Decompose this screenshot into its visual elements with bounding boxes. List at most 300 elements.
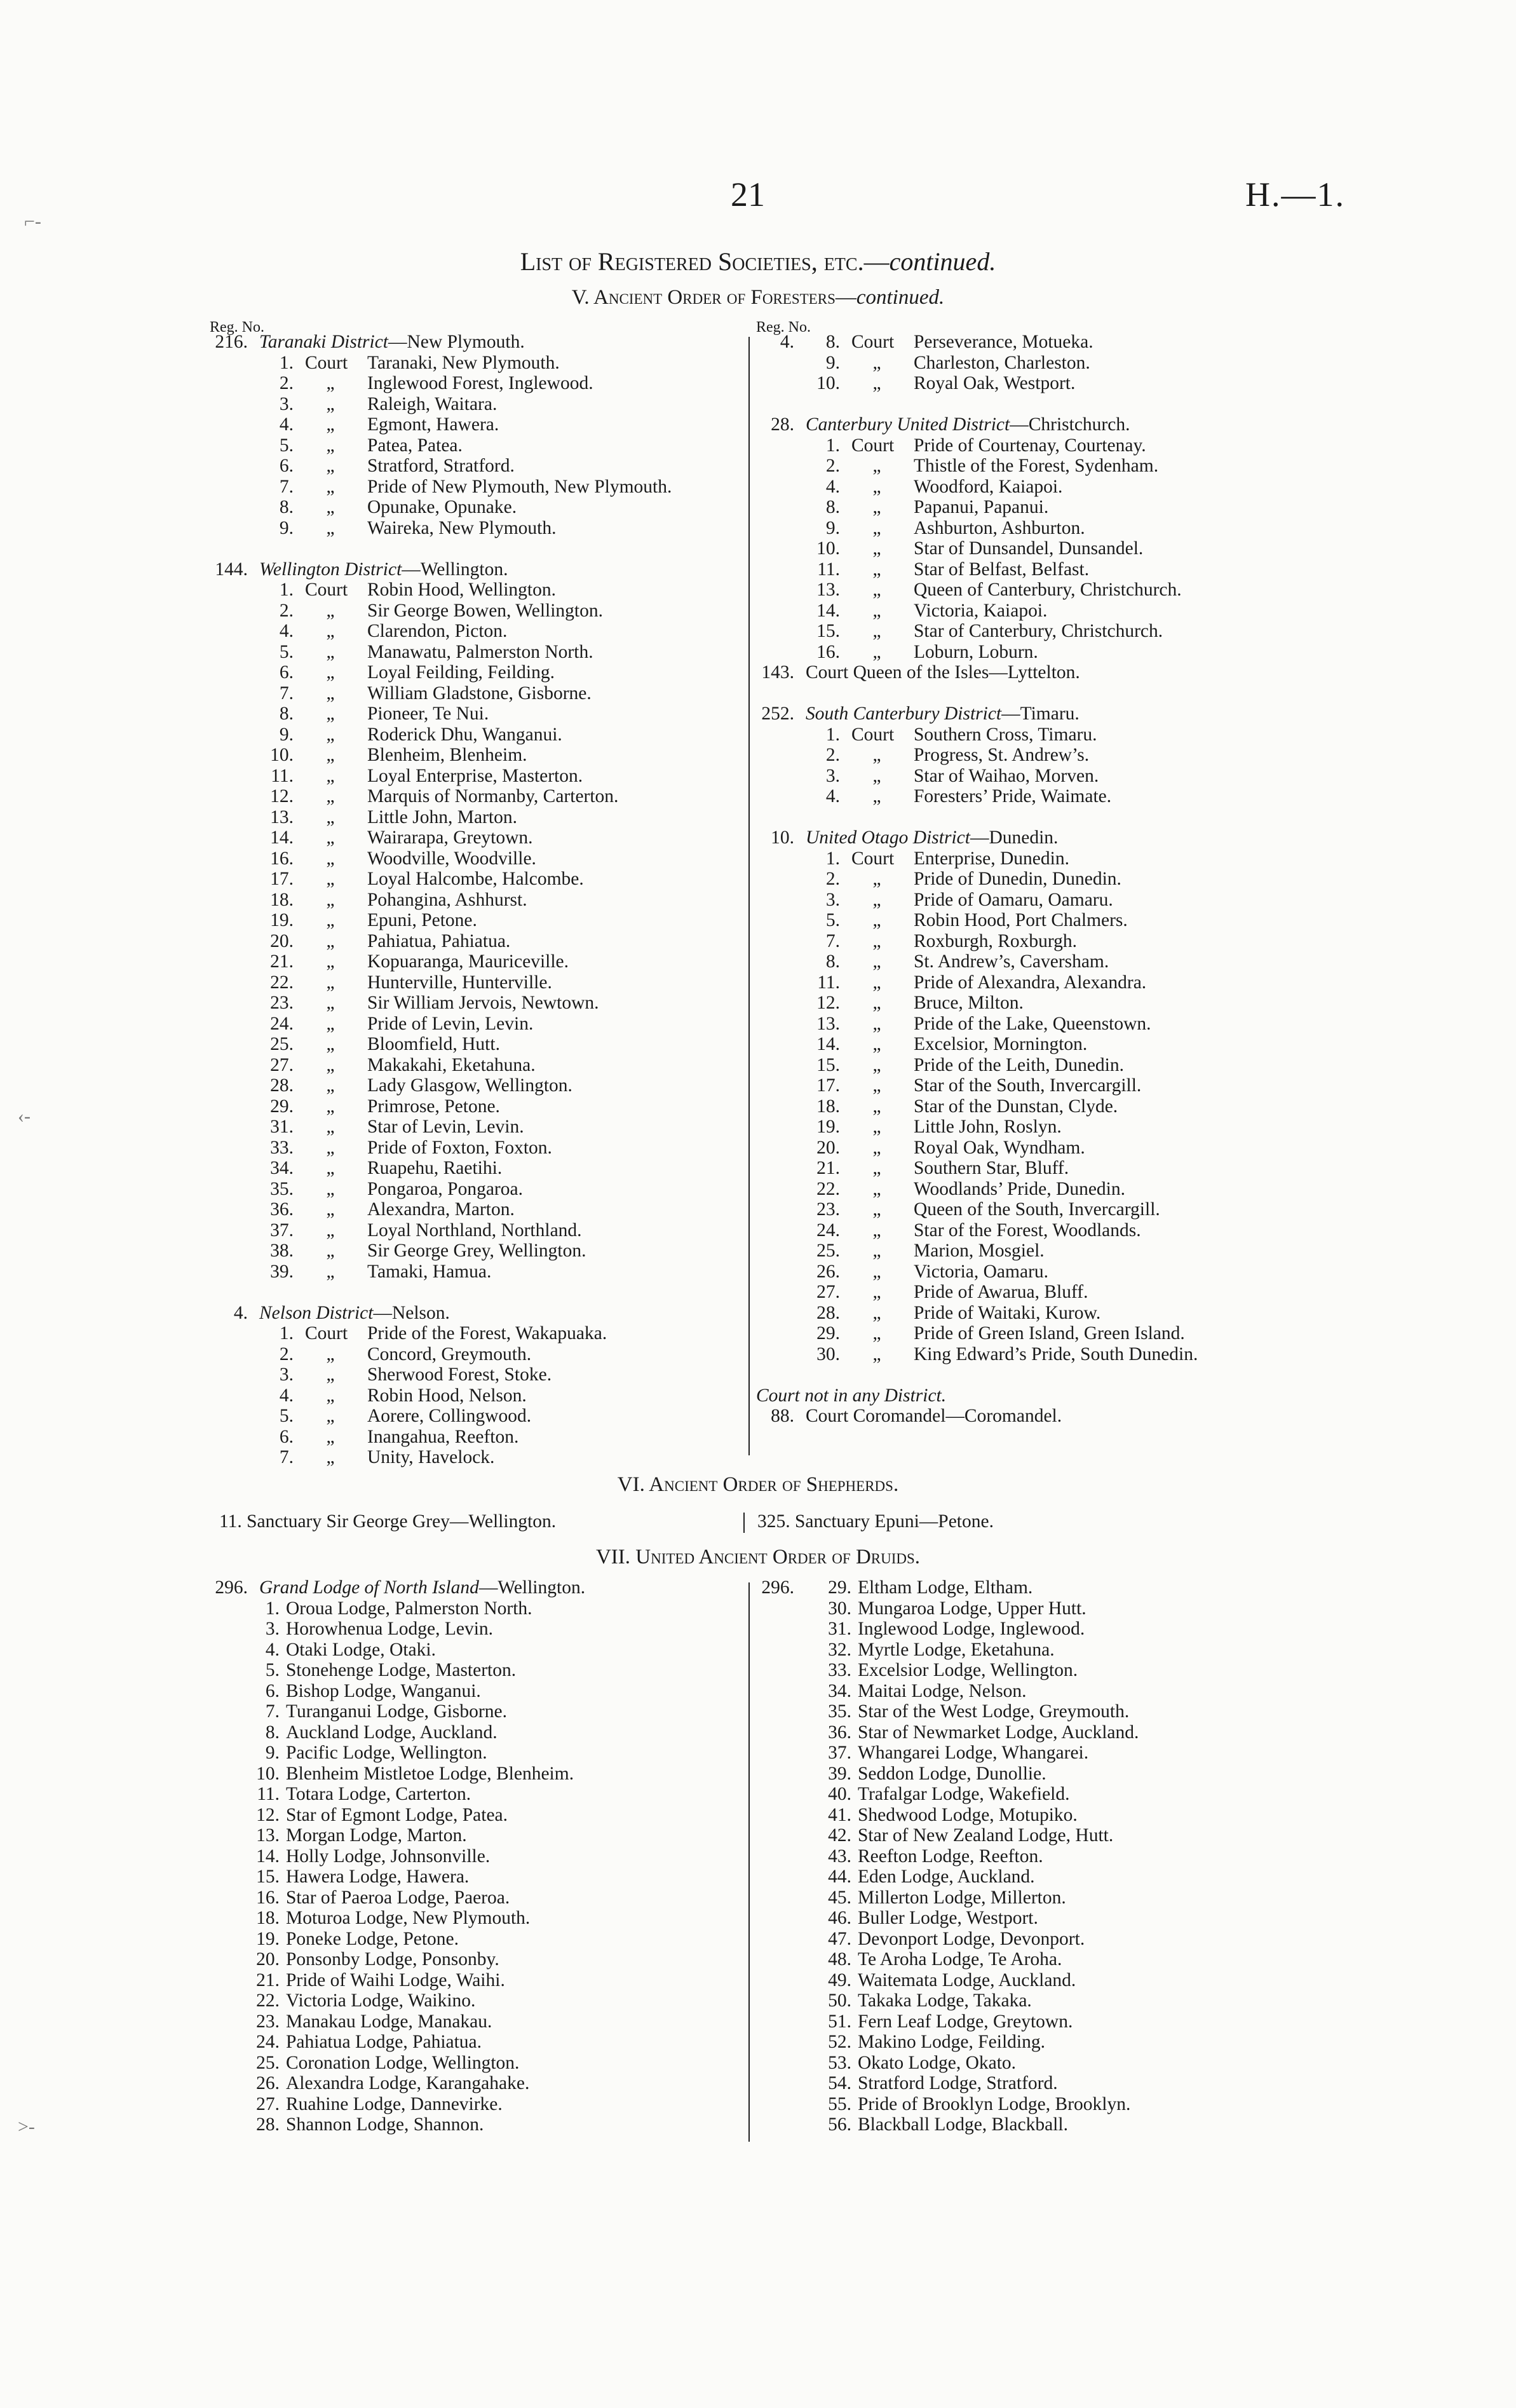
ditto-mark: „: [326, 889, 335, 910]
no-district-text: Court not in any District.: [756, 1385, 947, 1406]
item-number: 1.: [825, 848, 840, 869]
lodge-item: [210, 1701, 743, 1722]
list-item: [210, 601, 743, 622]
item-number: 8.: [825, 497, 840, 517]
ditto-mark: „: [872, 993, 881, 1013]
order-6-heading: VI. Ancient Order of Shepherds.: [617, 1473, 899, 1496]
item-number: 13.: [816, 1013, 840, 1034]
item-text: Alexandra, Marton.: [367, 1199, 515, 1220]
ditto-mark: „: [872, 456, 881, 476]
list-item: [210, 931, 743, 952]
item-text: Woodville, Woodville.: [367, 848, 536, 869]
item-number: 17.: [816, 1075, 840, 1096]
item-text: Perseverance, Motueka.: [914, 332, 1093, 352]
item-text: Fern Leaf Lodge, Greytown.: [858, 2011, 1073, 2032]
item-number: 29.: [828, 1577, 851, 1598]
item-number: 2.: [279, 1343, 294, 1364]
item-text: Waitemata Lodge, Auckland.: [858, 1969, 1076, 1990]
item-text: Excelsior, Mornington.: [914, 1034, 1088, 1054]
district-heading: [806, 827, 1058, 848]
ditto-mark: „: [872, 1137, 881, 1158]
list-item: [756, 1055, 1315, 1076]
list-item: [210, 1344, 743, 1365]
item-number: 7.: [265, 1701, 280, 1722]
item-number: 19.: [816, 1117, 840, 1137]
item-text: Pride of Oamaru, Oamaru.: [914, 889, 1113, 910]
list-item: [210, 497, 743, 518]
item-number: 14.: [816, 1034, 840, 1054]
spacer: [756, 1364, 1315, 1385]
item-text: Star of Belfast, Belfast.: [914, 559, 1090, 580]
list-item: [210, 1406, 743, 1427]
ditto-mark: „: [872, 352, 881, 373]
list-item: [210, 869, 743, 890]
order-5-heading-continued: continued.: [856, 286, 945, 309]
list-item: [210, 414, 743, 435]
item-number: 27.: [270, 1054, 294, 1075]
lodge-item: [756, 1598, 1315, 1619]
item-text: Southern Cross, Timaru.: [914, 724, 1097, 745]
item-text: Egmont, Hawera.: [367, 414, 499, 435]
item-text: Hunterville, Hunterville.: [367, 972, 552, 993]
list-item: [210, 683, 743, 704]
lodge-item: [210, 1867, 743, 1888]
item-number: 7.: [279, 1447, 294, 1467]
ditto-mark: „: [326, 930, 335, 951]
order-5-heading: [0, 286, 1516, 310]
list-item: [210, 477, 743, 498]
item-number: 20.: [270, 930, 294, 951]
list-item: [756, 1385, 1315, 1406]
item-text: Court Queen of the Isles—Lyttelton.: [806, 662, 1080, 683]
ditto-mark: „: [872, 1199, 881, 1220]
reg-number: 216.: [215, 332, 248, 352]
ditto-mark: „: [872, 1282, 881, 1302]
list-item: [210, 353, 743, 374]
item-text: Oroua Lodge, Palmerston North.: [286, 1598, 532, 1619]
list-item: [756, 332, 1315, 353]
district-place: —Dunedin.: [970, 827, 1059, 848]
item-number: 18.: [256, 1908, 280, 1928]
ditto-mark: „: [326, 1178, 335, 1199]
list-item: [756, 890, 1315, 911]
list-item: [756, 1179, 1315, 1200]
order-5-heading-text: V. Ancient Order of Foresters—: [571, 286, 856, 309]
ditto-mark: „: [326, 373, 335, 393]
district-row: [756, 414, 1315, 435]
item-text: Makino Lodge, Feilding.: [858, 2032, 1045, 2052]
list-item: [756, 1138, 1315, 1159]
list-item: [210, 1138, 743, 1159]
lodge-item: [756, 2094, 1315, 2115]
ditto-mark: „: [326, 1199, 335, 1220]
item-number: 28.: [270, 1075, 294, 1096]
list-item: [756, 662, 1315, 683]
item-text: Hawera Lodge, Hawera.: [286, 1867, 470, 1887]
druids-divider: [748, 1582, 750, 2142]
spacer: [210, 1282, 743, 1303]
ditto-mark: „: [326, 1013, 335, 1034]
ditto-mark: „: [326, 600, 335, 621]
lodge-item: [210, 1722, 743, 1743]
item-text: Bloomfield, Hutt.: [367, 1034, 500, 1054]
item-number: 3.: [279, 393, 294, 414]
item-text: Marion, Mosgiel.: [914, 1241, 1045, 1261]
list-item: [756, 456, 1315, 477]
ditto-mark: „: [872, 930, 881, 951]
item-number: 6.: [279, 1426, 294, 1447]
item-text: Star of the South, Invercargill.: [914, 1075, 1142, 1096]
reg-number: 144.: [215, 559, 248, 580]
ditto-mark: „: [326, 517, 335, 538]
item-number: 38.: [270, 1241, 294, 1261]
item-number: 17.: [270, 869, 294, 889]
district-place: —Timaru.: [1001, 704, 1079, 724]
item-text: Kopuaranga, Mauriceville.: [367, 951, 569, 972]
list-item: [756, 1075, 1315, 1096]
item-number: 13.: [270, 806, 294, 827]
ditto-mark: „: [326, 435, 335, 456]
item-text: Robin Hood, Nelson.: [367, 1385, 527, 1406]
spacer: [756, 683, 1315, 704]
ditto-mark: „: [872, 786, 881, 806]
ditto-mark: „: [872, 765, 881, 786]
list-item: [210, 1323, 743, 1344]
item-number: 25.: [256, 2052, 280, 2073]
item-text: Mungaroa Lodge, Upper Hutt.: [858, 1598, 1086, 1619]
page-title: [0, 247, 1516, 276]
item-number: 13.: [816, 580, 840, 600]
item-number: 41.: [828, 1804, 851, 1825]
item-text: Pride of the Leith, Dunedin.: [914, 1054, 1124, 1075]
district-name: Taranaki District: [259, 332, 388, 352]
list-item: [756, 1282, 1315, 1303]
list-item: [756, 1241, 1315, 1262]
item-number: 45.: [828, 1887, 851, 1908]
scan-mark-3: >-: [18, 2116, 35, 2137]
ditto-mark: „: [872, 1241, 881, 1261]
lodge-item: [210, 1681, 743, 1702]
ditto-mark: „: [326, 683, 335, 704]
list-item: [756, 1406, 1315, 1427]
item-number: 16.: [256, 1887, 280, 1908]
item-text: Maitai Lodge, Nelson.: [858, 1680, 1027, 1701]
item-text: Coronation Lodge, Wellington.: [286, 2052, 520, 2073]
lodge-item: [756, 2073, 1315, 2094]
item-text: Star of New Zealand Lodge, Hutt.: [858, 1825, 1114, 1846]
druids-right-column: [756, 1577, 1315, 2135]
item-number: 14.: [270, 827, 294, 848]
ditto-mark: „: [326, 972, 335, 993]
list-item: [210, 1158, 743, 1179]
lodge-item: [756, 2053, 1315, 2074]
reg-number: 296.: [215, 1577, 248, 1598]
item-number: 21.: [256, 1969, 280, 1990]
item-text: Star of Dunsandel, Dunsandel.: [914, 538, 1144, 559]
item-text: Inglewood Forest, Inglewood.: [367, 373, 593, 393]
list-item: [210, 951, 743, 972]
list-item: [210, 807, 743, 828]
list-item: [756, 724, 1315, 745]
list-item: [756, 538, 1315, 559]
item-number: 11.: [271, 765, 294, 786]
item-text: Otaki Lodge, Otaki.: [286, 1639, 436, 1660]
item-text: Pride of Waitaki, Kurow.: [914, 1302, 1101, 1323]
item-number: 44.: [828, 1867, 851, 1887]
lodge-item: [210, 1640, 743, 1661]
item-number: 8.: [825, 332, 840, 352]
item-number: 3.: [825, 889, 840, 910]
scan-mark-2: ‹-: [18, 1106, 30, 1127]
item-number: 18.: [816, 1096, 840, 1117]
list-item: [210, 518, 743, 539]
document-reference: H.—1.: [1245, 175, 1345, 214]
item-text: Primrose, Petone.: [367, 1096, 500, 1117]
ditto-mark: „: [326, 1364, 335, 1385]
item-number: 10.: [256, 1763, 280, 1784]
ditto-mark: „: [326, 1426, 335, 1447]
list-item: [756, 621, 1315, 642]
item-number: 31.: [828, 1619, 851, 1639]
list-item: [756, 1034, 1315, 1055]
list-item: [756, 786, 1315, 807]
ditto-mark: „: [326, 786, 335, 806]
item-text: Roxburgh, Roxburgh.: [914, 930, 1078, 951]
reg-no-label-right: Reg. No.: [756, 319, 811, 336]
item-number: 19.: [270, 910, 294, 930]
item-number: 24.: [816, 1220, 840, 1241]
item-text: Woodford, Kaiapoi.: [914, 476, 1063, 497]
item-text: Blenheim Mistletoe Lodge, Blenheim.: [286, 1763, 574, 1784]
item-number: 4.: [279, 1385, 294, 1406]
item-number: 6.: [265, 1680, 280, 1701]
district-place: —Nelson.: [373, 1302, 450, 1323]
list-item: [210, 435, 743, 456]
lodge-item: [210, 1929, 743, 1950]
item-text: Manawatu, Palmerston North.: [367, 641, 593, 662]
item-text: Tamaki, Hamua.: [367, 1261, 492, 1282]
list-item: [210, 662, 743, 683]
ditto-mark: „: [872, 373, 881, 393]
list-item: [210, 1055, 743, 1076]
district-heading: [259, 559, 508, 580]
item-text: Eltham Lodge, Eltham.: [858, 1577, 1033, 1598]
shepherds-left-entry: 11. Sanctuary Sir George Grey—Wellington.: [219, 1511, 557, 1532]
item-text: Ruahine Lodge, Dannevirke.: [286, 2093, 503, 2114]
item-text: Pahiatua Lodge, Pahiatua.: [286, 2032, 482, 2052]
lodge-item: [210, 2032, 743, 2053]
item-text: Excelsior Lodge, Wellington.: [858, 1660, 1078, 1680]
ditto-mark: „: [872, 1034, 881, 1054]
list-item: [210, 1199, 743, 1220]
list-item: [756, 1117, 1315, 1138]
ditto-mark: „: [326, 1385, 335, 1406]
ditto-mark: „: [326, 1075, 335, 1096]
item-text: Bruce, Milton.: [914, 993, 1024, 1013]
item-number: 16.: [270, 848, 294, 869]
item-text: Unity, Havelock.: [367, 1447, 495, 1467]
item-text: Turanganui Lodge, Gisborne.: [286, 1701, 507, 1722]
lodge-item: [756, 1701, 1315, 1722]
court-label: Court: [851, 848, 895, 869]
item-text: Loyal Halcombe, Halcombe.: [367, 869, 584, 889]
lodge-item: [210, 1970, 743, 1991]
item-number: 32.: [828, 1639, 851, 1660]
list-item: [756, 972, 1315, 993]
item-number: 40.: [828, 1784, 851, 1804]
ditto-mark: „: [872, 745, 881, 765]
list-item: [756, 1096, 1315, 1117]
item-text: Woodlands’ Pride, Dunedin.: [914, 1178, 1125, 1199]
item-number: 3.: [825, 765, 840, 786]
item-text: Clarendon, Picton.: [367, 621, 508, 641]
item-number: 16.: [816, 641, 840, 662]
item-text: Eden Lodge, Auckland.: [858, 1867, 1035, 1887]
item-text: Roderick Dhu, Wanganui.: [367, 724, 562, 745]
title-continued: continued.: [889, 247, 996, 276]
item-number: 5.: [265, 1660, 280, 1680]
district-name: Grand Lodge of North Island: [259, 1577, 479, 1598]
ditto-mark: „: [872, 621, 881, 641]
reg-number: 252.: [761, 704, 794, 724]
list-item: [756, 601, 1315, 622]
list-item: [756, 931, 1315, 952]
list-item: [210, 766, 743, 787]
item-number: 24.: [270, 1013, 294, 1034]
list-item: [210, 745, 743, 766]
list-item: [210, 1447, 743, 1468]
ditto-mark: „: [872, 1117, 881, 1137]
item-number: 23.: [270, 993, 294, 1013]
lodge-item: [210, 2114, 743, 2135]
ditto-mark: „: [326, 951, 335, 972]
list-item: [756, 1199, 1315, 1220]
item-number: 2.: [279, 600, 294, 621]
item-text: Bishop Lodge, Wanganui.: [286, 1680, 481, 1701]
ditto-mark: „: [872, 1075, 881, 1096]
list-item: [210, 724, 743, 745]
district-name: Wellington District: [259, 559, 402, 580]
list-item: [210, 642, 743, 663]
item-text: Thistle of the Forest, Sydenham.: [914, 456, 1159, 476]
item-text: Horowhenua Lodge, Levin.: [286, 1619, 494, 1639]
item-number: 54.: [828, 2073, 851, 2093]
item-number: 14.: [256, 1846, 280, 1867]
item-number: 26.: [256, 2073, 280, 2093]
item-text: Pride of Foxton, Foxton.: [367, 1137, 552, 1158]
list-item: [756, 869, 1315, 890]
item-text: Star of Paeroa Lodge, Paeroa.: [286, 1887, 510, 1908]
lodge-item: [210, 1949, 743, 1970]
reg-number: 296.: [761, 1577, 794, 1598]
item-number: 47.: [828, 1928, 851, 1949]
item-text: Pacific Lodge, Wellington.: [286, 1743, 487, 1763]
item-number: 20.: [816, 1137, 840, 1158]
item-number: 2.: [825, 745, 840, 765]
list-item: [756, 1323, 1315, 1344]
item-number: 3.: [279, 1364, 294, 1385]
lodge-item: [756, 1846, 1315, 1867]
item-text: Little John, Roslyn.: [914, 1117, 1062, 1137]
lodge-item: [210, 2073, 743, 2094]
lodge-item: [210, 1846, 743, 1867]
item-number: 30.: [828, 1598, 851, 1619]
item-text: Pride of the Lake, Queenstown.: [914, 1013, 1151, 1034]
district-row: [210, 1303, 743, 1324]
list-item: [210, 394, 743, 415]
item-text: Papanui, Papanui.: [914, 497, 1049, 517]
item-text: Loyal Northland, Northland.: [367, 1220, 582, 1241]
district-place: —Christchurch.: [1010, 414, 1130, 435]
item-number: 9.: [279, 724, 294, 745]
item-number: 5.: [279, 1406, 294, 1426]
item-text: Pride of Levin, Levin.: [367, 1013, 534, 1034]
lodge-item: [756, 1619, 1315, 1640]
item-number: 52.: [828, 2032, 851, 2052]
ditto-mark: „: [872, 972, 881, 993]
item-number: 56.: [828, 2114, 851, 2135]
district-row: [210, 1577, 743, 1598]
item-text: Victoria, Kaiapoi.: [914, 600, 1048, 621]
item-text: Pride of Courtenay, Courtenay.: [914, 435, 1146, 456]
ditto-mark: „: [326, 1137, 335, 1158]
lodge-item: [210, 2011, 743, 2032]
list-item: [210, 1034, 743, 1055]
item-number: 39.: [270, 1261, 294, 1282]
list-item: [210, 1385, 743, 1406]
list-item: [756, 951, 1315, 972]
ditto-mark: „: [872, 641, 881, 662]
list-item: [756, 766, 1315, 787]
foresters-left-column: [210, 332, 743, 1468]
item-text: Blenheim, Blenheim.: [367, 745, 527, 765]
item-text: Queen of Canterbury, Christchurch.: [914, 580, 1182, 600]
item-text: Robin Hood, Port Chalmers.: [914, 910, 1128, 930]
item-number: 24.: [256, 2032, 280, 2052]
item-number: 1.: [279, 580, 294, 600]
item-number: 9.: [825, 517, 840, 538]
list-item: [756, 745, 1315, 766]
reg-number: 10.: [771, 827, 794, 848]
list-item: [210, 621, 743, 642]
lodge-item: [210, 1764, 743, 1785]
ditto-mark: „: [872, 951, 881, 972]
item-text: William Gladstone, Gisborne.: [367, 683, 592, 704]
ditto-mark: „: [326, 1117, 335, 1137]
item-text: Aorere, Collingwood.: [367, 1406, 532, 1426]
item-number: 18.: [270, 889, 294, 910]
list-item: [210, 993, 743, 1014]
item-number: 7.: [279, 683, 294, 704]
item-text: Makakahi, Eketahuna.: [367, 1054, 536, 1075]
item-number: 28.: [256, 2114, 280, 2135]
title-text: List of Registered Societies, etc.—: [520, 247, 890, 276]
ditto-mark: „: [326, 1406, 335, 1426]
item-text: Reefton Lodge, Reefton.: [858, 1846, 1043, 1867]
item-number: 1.: [825, 435, 840, 456]
ditto-mark: „: [326, 393, 335, 414]
list-item: [210, 373, 743, 394]
item-number: 6.: [279, 662, 294, 683]
item-number: 12.: [256, 1804, 280, 1825]
item-number: 28.: [816, 1302, 840, 1323]
list-item: [210, 1262, 743, 1282]
item-number: 22.: [816, 1178, 840, 1199]
item-number: 33.: [828, 1660, 851, 1680]
list-item: [210, 456, 743, 477]
lodge-item: [210, 1619, 743, 1640]
lodge-item: [756, 1743, 1315, 1764]
